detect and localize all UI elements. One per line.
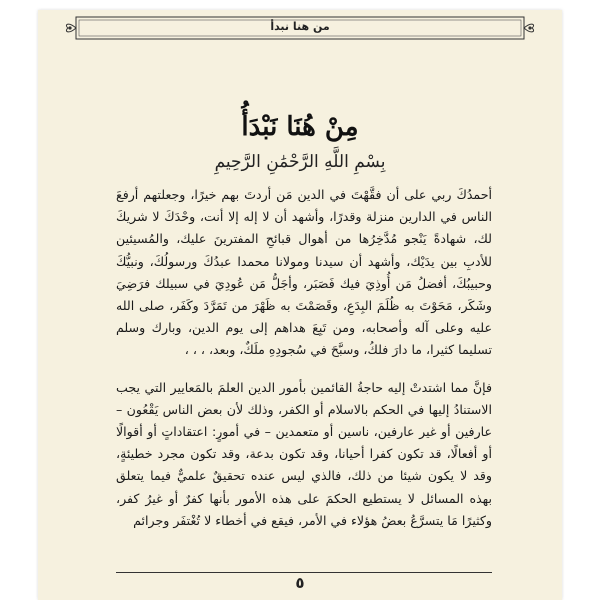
paragraph-1: أحمدُكَ ربي على أن فقَّهْتَ في الدين مَن أردتَ بهم خيرًا، وجعلتهم أرفعَ الناس في الدارين منزلة وقدرًا، وأشهد أن لا إله إلا أنت، وحْدَكَ لا شريكَ لك، شهادةً يَنْجو مُدَّخِرُها من أهوال قبائحِ المفترينَ عليك، والمُسيئين للأدبِ بين يدَيْك، وأشهد أن سيدنا ومولانا محمدا عبدُكَ ورسولُكَ، ونبيُّكَ وحبيبُكَ، أفضلُ مَن أُوذِيَ فيك فَصَبَر، وأجَلُّ مَن عُودِيَ في سبيلك فرَضِيَ وشَكَر، مَحَوْتَ به ظُلَمَ البِدَعِ، وقَصَمْتَ به ظَهْرَ من تَمَرَّدَ وكَفَر، صلى الله عليه وعلى آله وأصحابه، ومن تَبِعَ هداهم إلى يوم الدين، وبارك وسلم تسليما كثيرا، ما دارَ فلكُ، وسبَّحَ في سُجودِهِ ملَكٌ، وبعد، ، ، ،	[116, 187, 492, 358]
footer-rule	[116, 572, 492, 573]
paragraph-2: فإنَّ مما اشتدتْ إليه حاجةُ القائمين بأمور الدين العلمَ بالمَعايير التي يجب الاستنادُ إليها في الحكم بالاسلام أو الكفر، وذلك لأن بعض الناس يَقْعُون – عارفين أو غير عارفين، ناسين أو متعمدين – في أمورٍ: اعتقاداتٍ أو أقوالًا أو أفعالًا، قد تكون كفرا أحيانا، وقد تكون بدعة، وقد تكون مجرد خطيئةٍ، وقد لا يكون شيئا من ذلك، فالذي ليس عنده تحقيقٌ علميٌّ فيما يتعلق بهذه المسائل لا يستطيع الحكمَ على هذه الأمور بأنها كفرٌ أو غيرُ كفر، وكثيرًا مَا يتسرَّعُ بعضُ هؤلاء في الأمر، فيقع في أخطاء لا تُغْتفَر وجرائم	[116, 379, 492, 528]
basmala-calligraphy: بِسْمِ اللَّهِ الرَّحْمَٰنِ الرَّحِيمِ	[214, 152, 386, 172]
body-text	[116, 184, 492, 532]
chapter-title: مِنْ هُنَا نَبْدَأُ	[241, 112, 359, 142]
page-number: ٥	[295, 574, 305, 592]
running-header-title: من هنا نبدأ	[270, 20, 330, 33]
